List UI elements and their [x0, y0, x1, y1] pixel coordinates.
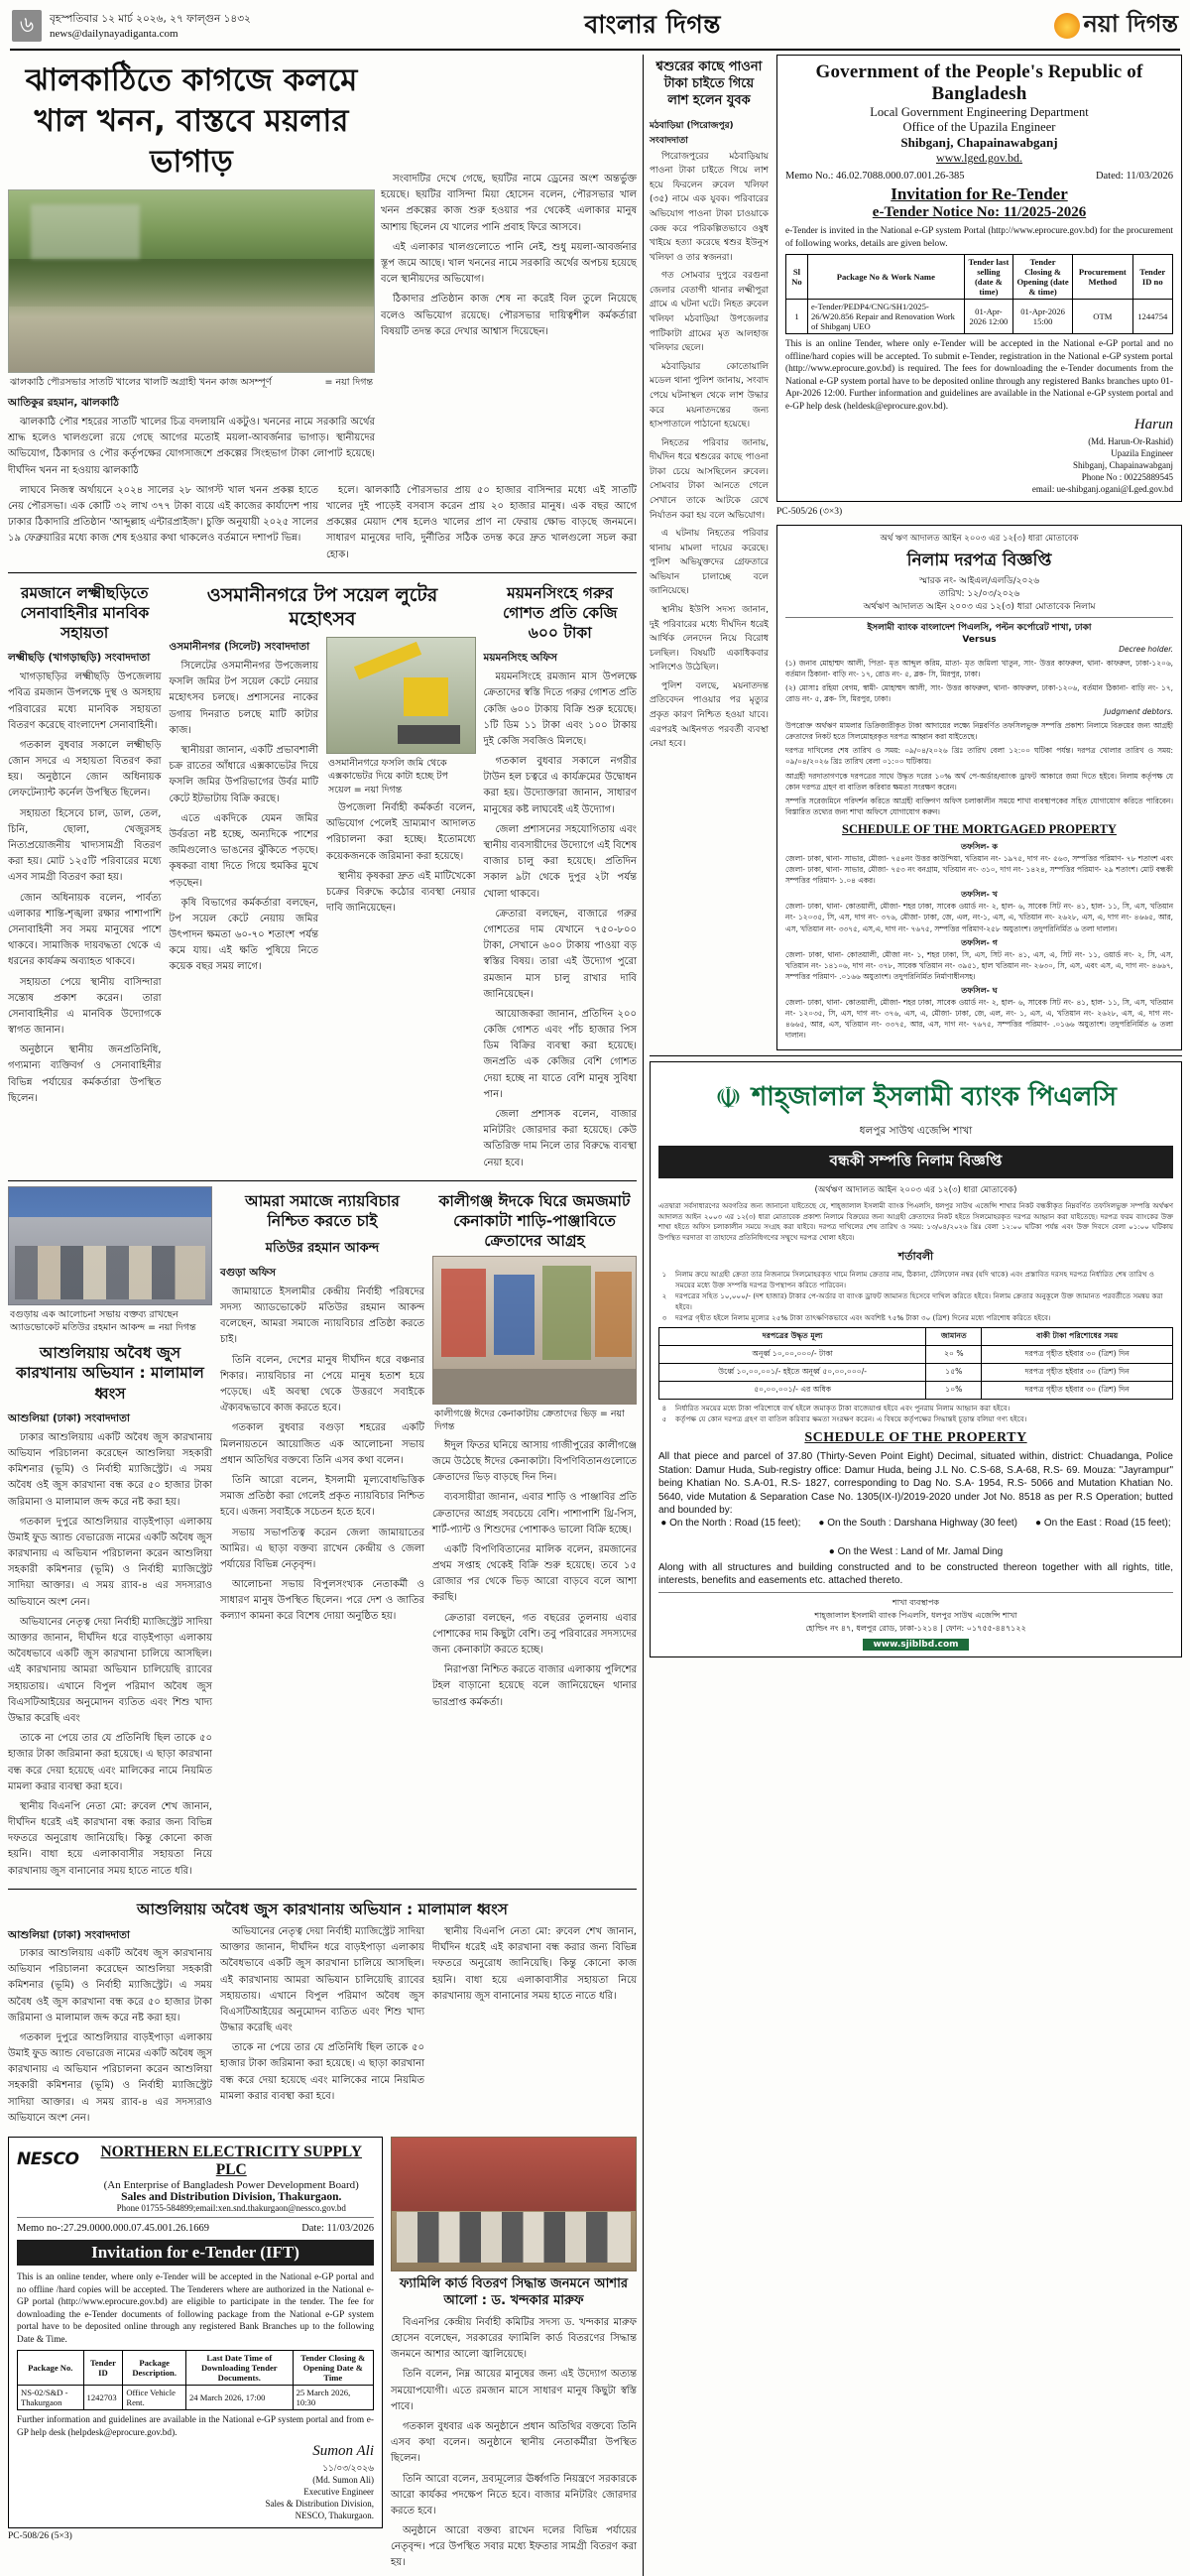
photo-credit: = নয়া দিগন্ত: [324, 376, 373, 388]
bound-north: ● On the North : Road (15 feet);: [660, 1517, 801, 1529]
bank-logo-icon: ☫: [714, 1080, 742, 1116]
condition-number: ৫: [661, 1414, 667, 1424]
gov-office: Office of the Upazila Engineer: [902, 120, 1056, 134]
th-quoted-price: দরপত্রের উদ্ধৃত মূল্য: [658, 1328, 925, 1346]
nesco-footer: Further information and guidelines are available in the National e-GP system portal and from e-GP help desk (helpdesk@eprocure.gov.bd).: [17, 2415, 374, 2438]
story-body: ঈদুল ফিতর ঘনিয়ে আসায় গাজীপুরের কালীগঞ্জে জমে উঠেছে ঈদের কেনাকাটা। বিপণিবিতানগুলোতে ক্রেতাদের ভিড় বাড়ছে দিন দিন। ব্যবসায়ীরা জানান, এবার শাড়ি ও পাঞ্জাবির প্রতি ক্রেতাদের আগ্রহ সবচেয়ে বেশি। পাশাপাশি থ্রি-পিস, শার্ট-প্যান্ট ও শিশুদের পোশাকও ভালো বিক্রি হচ্ছে। একটি বিপণিবিতানের মালিক বলেন, রমজানের প্রথম সপ্তাহ থেকেই বিক্রি শুরু হয়েছে। তবে ১৫ রোজার পর থেকে ভিড় আরো বাড়বে বলে আশা করছি। ক্রেতারা বলছেন, গত বছরের তুলনায় এবার পোশাকের দাম কিছুটা বেশি। তবু পরিবারের সদস্যদের জন্য কেনাকাটা করতে হচ্ছে। নিরাপত্তা নিশ্চিত করতে বাজার এলাকায় পুলিশের টহল বাড়ানো হয়েছে বলে জানিয়েছেন থানার ভারপ্রাপ্ত কর্মকর্তা।: [432, 1439, 637, 1708]
bank-schedule-body: All that piece and parcel of 37.80 (Thirty-Seven Point Eight) Decimal, situated within, district: Chuadanga, Police Station: Damur Huda, Sub-registry office: Damur Huda, being J.L No. C.S-68, S.A-68, R.S- 69. Mouza: "Jayrampur" being Khatian No. S.A-01, R.S- 1827, corresponding to Dag No. S.A- 1954, R.S- 5066 and Mutation Khatian No. 5640, vide Mutation & Separation Case No. 1305(IX-I)/2019-2020 under Jot No. 8518 as per R.S Operation; butted and bounded by:: [657, 1451, 1173, 1517]
right-column-group: [650, 55, 1182, 1657]
table-row: [658, 1364, 1172, 1382]
nesco-photo-row: [8, 2137, 637, 2576]
td-tender-id: 1244754: [1132, 300, 1172, 334]
td-last-date: 24 March 2026, 17:00: [186, 2386, 294, 2410]
bound-south: ● On the South : Darshana Highway (30 feet): [818, 1517, 1017, 1529]
signature-scribble: Sumon Ali: [312, 2443, 374, 2460]
td-package-desc: Office Vehicle Rent.: [123, 2386, 186, 2410]
gov-invitation-title: Invitation for Re-Tender: [891, 184, 1068, 203]
story-body: খাগড়াছড়ির লক্ষ্মীছড়ি উপজেলায় পবিত্র রমজান উপলক্ষে দুস্থ ও অসহায় পরিবারের মধ্যে মানবিক সহায়তা বিতরণ করেছে বাংলাদেশ সেনাবাহিনী। গতকাল বুধবার সকালে লক্ষ্মীছড়ি জোন সদরে এ সহায়তা বিতরণ করা হয়। অনুষ্ঠানে জোন অধিনায়ক লেফটেন্যান্ট কর্নেল উপস্থিত ছিলেন। সহায়তা হিসেবে চাল, ডাল, তেল, চিনি, ছোলা, খেজুরসহ নিত্যপ্রয়োজনীয় খাদ্যসামগ্রী বিতরণ করা হয়। মোট ১২৫টি পরিবারের মধ্যে এসব সামগ্রী বিতরণ করা হয়। জোন অধিনায়ক বলেন, পার্বত্য এলাকার শান্তি-শৃঙ্খলা রক্ষার পাশাপাশি সেনাবাহিনী সব সময় মানুষের পাশে থাকবে। সামাজিক দায়বদ্ধতা থেকে এ ধরনের কার্যক্রম অব্যাহত থাকবে। সহায়তা পেয়ে স্থানীয় বাসিন্দারা সন্তোষ প্রকাশ করেন। তারা সেনাবাহিনীর এ মানবিক উদ্যোগকে স্বাগত জানান। অনুষ্ঠানে স্থানীয় জনপ্রতিনিধি, গণ্যমান্য ব্যক্তিবর্গ ও সেনাবাহিনীর বিভিন্ন পর্যায়ের কর্মকর্তারা উপস্থিত ছিলেন।: [8, 672, 162, 1104]
condition-text: নির্ধারিত সময়ের মধ্যে টাকা পরিশোধে ব্যর্থ হইলে জমাকৃত টাকা বাজেয়াপ্ত হইবে এবং পুনরায় নিলাম আহ্বান করা হইবে।: [674, 1404, 1011, 1413]
masthead-right: [1054, 6, 1178, 46]
publication-date: বৃহস্পতিবার ১২ মার্চ ২০২৬, ২৭ ফাল্গুন ১৪৩২: [50, 13, 251, 26]
auction-body: (১) জনাব মোহাম্মদ আলী, পিতা- মৃত আব্দুল করিম, মাতা- মৃত জমিলা খাতুন, সাং- উত্তর কাফরুল, থানা- কাফরুল, ঢাকা-১২০৬, বর্তমান ঠিকানা- বাড়ি নং- ১৭, রোড নং- ৫, ব্লক- সি, মিরপুর, ঢাকা। (২) মোসাঃ রহিমা বেগম, স্বামী- মোহাম্মদ আলী, সাং- উত্তর কাফরুল, থানা- কাফরুল, ঢাকা-১২০৬, বর্তমান ঠিকানা- বাড়ি নং- ১৭, রোড নং- ৫, ব্লক- সি, মিরপুর, ঢাকা।: [784, 658, 1173, 704]
th-last-date: Last Date Time of Downloading Tender Documents.: [186, 2351, 294, 2386]
lead-main: [8, 55, 375, 483]
story-body: পিরোজপুরের মঠবাড়িয়ায় পাওনা টাকা চাইতে গিয়ে লাশ হয়ে ফিরলেন রুবেল খলিফা (৩৫) নামে এক যুবক। পরিবারের অভিযোগ পাওনা টাকা চাওয়াকে কেন্দ্র করে পরিকল্পিতভাবে ওষুধ খাইয়ে হত্যা করেছে শ্বশুর ইউনুস খলিফা ও তার স্বজনরা। গত সোমবার দুপুরে বরগুনা জেলার বেতাগী থানার লক্ষ্মীপুরা গ্রামে এ ঘটনা ঘটে। নিহত রুবেল খলিফা মঠবাড়িয়া উপজেলার পাটিকাটা গ্রামের মৃত আলহাজ খলিফার ছেলে। মঠবাড়িয়ার কোতোয়ালি মডেল থানা পুলিশ জানায়, সংবাদ পেয়ে ঘটনাস্থল থেকে লাশ উদ্ধার করে ময়নাতদন্তের জন্য হাসপাতালে পাঠানো হয়েছে। নিহতের পরিবার জানায়, দীর্ঘদিন ধরে শ্বশুরের কাছে পাওনা টাকা চেয়ে আসছিলেন রুবেল। সোমবার টাকা আনতে গেলে সেখানে তাকে আটকে রেখে নির্যাতন করা হয় বলে অভিযোগ। এ ঘটনায় নিহতের পরিবার থানায় মামলা দায়ের করেছে। পুলিশ অভিযুক্তদের গ্রেফতারে অভিযান চালাচ্ছে বলে জানিয়েছে। স্থানীয় ইউপি সদস্য জানান, দুই পরিবারের মধ্যে দীর্ঘদিন ধরেই আর্থিক লেনদেন নিয়ে বিরোধ চলছিল। বিষয়টি একাধিকবার সালিশেও উঠেছিল। পুলিশ বলছে, ময়নাতদন্ত প্রতিবেদন পাওয়ার পর মৃত্যুর প্রকৃত কারণ নিশ্চিত হওয়া যাবে। এরপরই আইনগত পরবর্তী ব্যবস্থা নেয়া হবে।: [649, 151, 769, 750]
bank-branch: ধলপুর সাউথ এজেন্সি শাখা: [859, 1125, 973, 1138]
gov-title-block: [785, 61, 1173, 166]
story-akond-photo-col: [8, 1186, 212, 1884]
bank-bounds: [658, 1518, 1173, 1557]
gov-department: Local Government Engineering Department: [870, 105, 1089, 119]
lower-story-row: [8, 1186, 637, 1884]
story-osmaninagar-cols: [170, 637, 476, 980]
th-deposit: জামানত: [926, 1328, 982, 1346]
right-ads-col: [776, 55, 1182, 1050]
masthead-dateblock: [50, 12, 251, 39]
masthead-left: [12, 10, 251, 42]
bank-website[interactable]: www.sjiblbd.com: [863, 1639, 968, 1651]
lead-story: [8, 55, 637, 483]
th-payment-time: বাকী টাকা পরিশোধের সময়: [982, 1328, 1173, 1346]
condition-number: ১: [661, 1270, 667, 1280]
story-headline: ফ্যামিলি কার্ড বিতরণ সিদ্ধান্ত জনমনে আশার আলো : ড. খন্দকার মারুফ: [399, 2276, 629, 2308]
td-proc-method: OTM: [1073, 300, 1132, 334]
story-photo-caption: কালীগঞ্জে ঈদের কেনাকাটায় ক্রেতাদের ভিড় = নয়া দিগন্ত: [434, 1409, 625, 1433]
nesco-sub2: Sales and Distribution Division, Thakurgaon.: [121, 2191, 342, 2204]
lead-side: [381, 55, 637, 483]
signature-email: email: ue-shibganj.ogani@Lged.gov.bd: [1031, 484, 1173, 495]
td-tender-id: 1242703: [83, 2386, 123, 2410]
story-subhead: মতিউর রহমান আকন্দ: [265, 1241, 380, 1257]
lead-body-left: ঝালকাঠি পৌর শহরের সাতটি খালের চিত্র বদলায়নি একটুও। খননের নামে সরকারি অর্থের শ্রাদ্ধ হলেও খালগুলো রয়ে গেছে আগের মতোই ময়লা-আবর্জনার ভাগাড়। স্থানীয়দের অভিযোগ, ঠিকাদার ও পৌর কর্তৃপক্ষের যোগসাজশে প্রকল্পের সিংহভাগ টাকা লোপাট হয়েছে। দীর্ঘদিন খনন না হওয়ায় ঝালকাঠি: [8, 417, 375, 476]
signature-location: Shibganj, Chapainawabganj: [1073, 459, 1173, 470]
nesco-date: Date: 11/03/2026: [301, 2223, 374, 2235]
nesco-ift-banner: Invitation for e-Tender (IFT): [17, 2240, 374, 2266]
story-headline: রমজানে লক্ষ্মীছড়িতে সেনাবাহিনীর মানবিক সহায়তা: [20, 583, 150, 642]
td-deposit: ২০ %: [926, 1346, 982, 1364]
signature-title: Upazila Engineer: [1111, 447, 1173, 458]
bound-west: ● On the West : Land of Mr. Jamal Ding: [828, 1545, 1004, 1557]
schedule-text: জেলা- ঢাকা, থানা- কোতয়ালী, মৌজা- শহর ঢাকা, সাবেক ওয়ার্ড নং- ২, হাল- ৬, সাবেক সিট নং- ৪১, হাল- ১১, সি, এস, খতিয়ান নং- ১২০৩৫, সি, এস, দাগ নং- ৩৭৬, মৌজা- ঢাকা, জে, এল, নং-১, এস, এ, খতিয়ান নং- ২৬২৮, এস, এ, দাগ নং- ৪৬৬৫, আর, এস, খতিয়ান নং- ৩৩৭৫, এস,এ, দাগ নং- ৭৬৭৫, সম্পত্তির পরিমাণ-২৫৮ অযুতাংশ। তদুপরিনির্মিত ৬ তলা দালান।: [784, 902, 1173, 933]
signature-name: (Md. Sumon Ali): [312, 2474, 374, 2485]
story-byline: আশুলিয়া (ঢাকা) সংবাদদাতা: [8, 1411, 130, 1424]
ashulia-col-2: অভিযানের নেতৃত্ব দেয়া নির্বাহী ম্যাজিস্ট্রেট সাদিয়া আক্তার জানান, দীর্ঘদিন ধরে বাড়ইপাড়া এলাকায় অবৈধভাবে একটি জুস কারখানা চালিয়ে আসছিল। এই কারখানায় আমরা অভিযান চালিয়েছি র‍্যাবের সহায়তায়। এখানে বিপুল পরিমাণ অবৈধ জুস বিএসটিআইয়ের অনুমোদন ব্যতিত এবং শিশু খাদ্য উদ্ধার করেছি এবং তাকে না পেয়ে তার যে প্রতিনিধি ছিল তাকে ৫০ হাজার টাকা জরিমানা করা হয়েছে। এ ছাড়া কারখানা বন্ধ করে দেয়া হয়েছে এবং মালিকের নামে নিয়মিত মামলা করার ব্যবস্থা করা হবে।: [220, 1925, 424, 2102]
signature-name: (Md. Harun-Or-Rashid): [1088, 435, 1173, 446]
gov-country-title: Government of the People's Republic of Bangladesh: [815, 61, 1143, 104]
nesco-tender-table: [17, 2350, 374, 2410]
auction-versus: Versus: [962, 634, 997, 645]
story-byline: ওসমানীনগর (সিলেট) সংবাদদাতা: [169, 641, 310, 654]
masthead: [8, 6, 1182, 46]
story-headline: ওসমানীনগরে টপ সয়েল লুটের মহোৎসব: [206, 583, 438, 631]
table-row: [18, 2386, 374, 2410]
osm-col-2: [326, 637, 476, 980]
event-photo-col: [391, 2137, 637, 2576]
bank-auction-ad: [650, 1061, 1182, 1656]
table-header-row: [18, 2351, 374, 2386]
story-headline: শ্বশুরের কাছে পাওনা টাকা চাইতে গিয়ে লাশ হলেন যুবক: [655, 60, 763, 108]
story-osmaninagar: [170, 578, 476, 1175]
ashulia-col-1: আশুলিয়া (ঢাকা) সংবাদদাতা ঢাকার আশুলিয়ায় একটি অবৈধ জুস কারখানায় অভিযান পরিচালনা করেছেন আশুলিয়া সহকারী কমিশনার (ভূমি) ও নির্বাহী ম্যাজিস্ট্রেট। এ সময় অবৈধ ওই জুস কারখানা বন্ধ করে ৫০ হাজার টাকা জরিমানা ও মালামাল জব্দ করে নষ্ট করা হয়। গতকাল দুপুরে আশুলিয়ার বাড়ইপাড়া এলাকায় উমাই ফুড অ্যান্ড বেভারেজ নামের একটি অবৈধ জুস কারখানায় এ অভিযান পরিচালনা করেন আশুলিয়া সহকারী কমিশনার (ভূমি) ও নির্বাহী ম্যাজিস্ট্রেট সাদিয়া আক্তার। এ সময় র‍্যাব-৪ এর সদস্যরাও অভিযানে অংশ নেন।: [8, 1924, 212, 2131]
story-headline: কালীগঞ্জ ঈদকে ঘিরে জমজমাট কেনাকাটা শাড়ি-পাঞ্জাবিতে ক্রেতাদের আগ্রহ: [438, 1191, 631, 1251]
bank-condition-item: [658, 1404, 1173, 1414]
bank-contact-addr: হোল্ডিং নং ৪৭, ধলপুর রোড, ঢাকা-১২১৪ | ফোন: ০১৭৫৫-৪৪৭১২২: [805, 1623, 1026, 1633]
lead-cont-col2: লাঘবে নিজস্ব অর্থায়নে ২০২৪ সালের ২৮ আগস্ট খাল খনন প্রকল্প হাতে নেয় পৌরসভা। এক কোটি ৩২ লাখ ৩৭৭ টাকা ব্যয়ে এই কাজের কার্যাদেশ পায় ঢাকার ঠিকাদারি প্রতিষ্ঠান 'আব্দুল্লাহ এন্টারপ্রাইজ'। চুক্তি অনুযায়ী ২০২৫ সালের ১৯ ফেব্রুয়ারির মধ্যে কাজ শেষ হওয়ার কথা থাকলেও বর্তমানে দশাপট ভিন্ন।: [8, 484, 318, 545]
brand-logo: নয়া দিগন্ত: [1083, 10, 1178, 38]
issue-number-badge: ৬: [12, 10, 42, 42]
story-headline: আমরা সমাজে ন্যায়বিচার নিশ্চিত করতে চাই: [245, 1191, 400, 1230]
td-deposit: ১৫%: [926, 1364, 982, 1382]
story-kaliganj: [432, 1186, 637, 1884]
lead-photo-caption: [8, 373, 375, 393]
gov-intro: e-Tender is invited in the National e-GP system Portal (http://www.eprocure.gov.bd) for the procurement of following works, details are given below.: [784, 226, 1173, 249]
nesco-ad: [8, 2137, 383, 2528]
td-closing-opening: 01-Apr-2026 15:00: [1013, 300, 1073, 334]
story-body-cont: উপজেলা নির্বাহী কর্মকর্তা বলেন, অভিযোগ পেলেই ভ্রাম্যমাণ আদালত পরিচালনা করা হচ্ছে। ইতোমধ্যে কয়েকজনকে জরিমানা করা হয়েছে। স্থানীয় কৃষকরা দ্রুত এই মাটিখেকো চক্রের বিরুদ্ধে কঠোর ব্যবস্থা নেয়ার দাবি জানিয়েছেন।: [326, 801, 476, 915]
bank-contact-label: শাখা ব্যবস্থাপক: [892, 1597, 940, 1607]
meeting-photo: [8, 1186, 212, 1305]
condition-text: দরপত্র গৃহীত হইলে নিলাম মূল্যের ২৫% টাকা তাৎক্ষণিকভাবে এবং অবশিষ্ট ৭৫% টাকা ৩০ (ত্রিশ) দিনের মধ্যে পরিশোধ করিতে হইবে।: [674, 1312, 1051, 1322]
td-time: দরপত্র গৃহীত হইবার ৩০ (ত্রিশ) দিন: [982, 1364, 1173, 1382]
th-sl-no: Sl No: [785, 255, 807, 300]
nesco-ad-wrap: [8, 2137, 383, 2541]
schedule-label: তফসিল- ক: [960, 842, 999, 852]
lead-continuation: [8, 483, 637, 567]
condition-number: ৩: [661, 1312, 667, 1322]
nesco-header: [17, 2144, 374, 2213]
bank-condition-item: [658, 1414, 1173, 1425]
th-package-work: Package No & Work Name: [807, 255, 964, 300]
ashulia-col-3: স্থানীয় বিএনপি নেতা মো: রুবেল শেখ জানান, দীর্ঘদিন ধরেই এই কারখানা বন্ধ করার জন্য বিভিন্ন দফতরে অনুরোধ জানিয়েছি। কিন্তু কোনো কাজ হয়নি। বাধা হয়ে এলাকাবাসীর সহায়তা নিয়ে কারখানায় জুস বানানোর সময় হাতে নাতে ধরি।: [432, 1925, 637, 2002]
divider-right-1: [650, 1055, 1182, 1056]
gov-website[interactable]: www.lged.gov.bd.: [935, 151, 1023, 165]
right-top-row: [650, 55, 1182, 1050]
schedule-text: জেলা- ঢাকা, থানা- কোতয়ালী, মৌজা নং- ১, শহর ঢাকা, সি, এস, সিট নং- ৪১, এস, এ, সিট নং- ১১, ওয়ার্ড নং- ২, সি, এস, খতিয়ান নং- ১৪১০৬, দাগ নং- ৩৭৮, সাবেক খতিয়ান নং- ৩৯৫১, হাল খতিয়ান নং- ২৬৩০, সি, এস, এবং এস, এ, দাগ নং- ৪৬৬৭, সম্পত্তির পরিমাণ- .০১৬৬ অযুতাংশ। তদুপরিনির্মিত নির্মাণাধীনসহ।: [784, 949, 1173, 981]
story-byline: আশুলিয়া (ঢাকা) সংবাদদাতা: [8, 1928, 130, 1941]
bank-law-line: (অর্থঋণ আদালত আইন ২০০৩ এর ১২(৩) ধারা মোতাবেক): [814, 1185, 1017, 1196]
auction-sub1: স্মারক নং- আইএল/এলডি/২০২৬: [918, 576, 1040, 587]
condition-number: ৪: [661, 1404, 667, 1413]
auction-body-2: উপরোক্ত অর্থঋণ মামলার ডিক্রিজারীকৃত টাকা আদায়ের লক্ষ্যে নিম্নবর্ণিত তফসিলভুক্ত সম্পত্তি প্রকাশ্য নিলামে বিক্রয়ের জন্য আগ্রহী ক্রেতাদের নিকট হতে সিলমোহরকৃত দরপত্র আহ্বান করা যাইতেছে। দরপত্র দাখিলের শেষ তারিখ ও সময়: ০৯/০৪/২০২৬ খ্রিঃ তারিখ বেলা ১২:০০ ঘটিকা পর্যন্ত। দরপত্র খোলার তারিখ ও সময়: ০৯/০৪/২০২৬ খ্রিঃ তারিখ বেলা ০১:০০ ঘটিকায়। আগ্রহী দরদাতাগণকে দরপত্রের সাথে উদ্ধৃত দরের ১০% অর্থ পে-অর্ডার/ব্যাংক ড্রাফট আকারে জমা দিতে হইবে। নিলাম কর্তৃপক্ষ যে কোন দরপত্র গ্রহণ বা বাতিল করিবার ক্ষমতা সংরক্ষণ করেন। সম্পত্তি সরেজমিনে পরিদর্শন করিতে আগ্রহী ব্যক্তিগণ অফিস চলাকালীন সময়ে শাখা ব্যবস্থাপকের সহিত যোগাযোগ করিতে পারিবেন। বিস্তারিত তথ্যের জন্য শাখা অফিসে যোগাযোগ করুন।: [784, 721, 1173, 816]
th-closing-opening: Tender Closing & Opening (date & time): [1013, 255, 1073, 300]
auction-bank-line: ইসলামী ব্যাংক বাংলাদেশ পিএলসি, পল্টন কর্পোরেট শাখা, ঢাকা: [867, 623, 1092, 634]
signature-title: Executive Engineer: [303, 2486, 374, 2497]
ashulia-row: [8, 1895, 637, 1924]
th-last-selling: Tender last selling (date & time): [964, 255, 1012, 300]
td-price: অনূর্ধ্ব ১০,০০,০০০/- টাকা: [658, 1346, 925, 1364]
signature-division: Sales & Distribution Division,: [265, 2499, 374, 2510]
signature-phone: Phone No : 00225889545: [1081, 472, 1173, 483]
bank-header: [658, 1068, 1173, 1124]
drowned-story: [650, 55, 769, 1050]
nesco-sub3: Phone 01755-584899;email:xen.snd.thakurgaon@nessco.gov.bd: [116, 2203, 346, 2214]
story-byline: মঠবাড়িয়া (পিরোজপুর) সংবাদদাতা: [649, 120, 734, 146]
gov-tender-table: [785, 254, 1173, 334]
caption-text: ঝালকাঠি পৌরসভার সাতটি খালের খালটি অগ্রাহী খনন কাজ অসম্পূর্ণ: [10, 376, 272, 388]
story-headline-jus: আশুলিয়ায় অবৈধ জুস কারখানায় অভিযান : মালামাল ধ্বংস: [16, 1344, 204, 1403]
td-last-selling: 01-Apr-2026 12:00: [964, 300, 1012, 334]
auction-title: নিলাম দরপত্র বিজ্ঞপ্তি: [906, 551, 1052, 571]
th-tender-id: Tender ID: [83, 2351, 123, 2386]
table-header-row: [658, 1328, 1172, 1346]
table-row: [785, 300, 1172, 334]
td-time: দরপত্র গৃহীত হইবার ৩০ (ত্রিশ) দিন: [982, 1346, 1173, 1364]
table-header-row: [785, 255, 1172, 300]
schedule-label: তফসিল- খ: [961, 890, 998, 900]
lead-photo: [8, 189, 375, 373]
story-akond: [220, 1186, 424, 1884]
signature-date: ১১/০৩/২০২৬: [322, 2462, 374, 2473]
nesco-sub1: (An Enterprise of Bangladesh Power Development Board): [103, 2179, 359, 2192]
nesco-title: NORTHERN ELECTRICITY SUPPLY PLC: [100, 2144, 363, 2179]
condition-number: ২: [661, 1291, 667, 1301]
divider-1: [8, 572, 637, 573]
auction-schedule-title: SCHEDULE OF THE MORTGAGED PROPERTY: [842, 822, 1117, 837]
lead-headline: ঝালকাঠিতে কাগজে কলমে খাল খনন, বাস্তবে ময়লার ভাগাড়: [25, 62, 358, 180]
nesco-memo-row: [17, 2223, 374, 2234]
bank-conditions-title: শর্তাবলী: [897, 1250, 934, 1264]
sun-icon: [1054, 13, 1080, 39]
gov-memo-no: Memo No.: 46.02.7088.000.07.001.26-385: [784, 171, 965, 182]
bank-banner: বন্ধকী সম্পত্তি নিলাম বিজ্ঞপ্তি: [658, 1146, 1173, 1178]
td-package-no: NS-02/S&D - Thakurgaon: [18, 2386, 84, 2410]
story-body: জামায়াতে ইসলামীর কেন্দ্রীয় নির্বাহী পরিষদের সদস্য অ্যাডভোকেট মতিউর রহমান আকন্দ বলেছেন, আমরা সমাজে ন্যায়বিচার প্রতিষ্ঠা করতে চাই। তিনি বলেন, দেশের মানুষ দীর্ঘদিন ধরে বঞ্চনার শিকার। ন্যায়বিচার না পেয়ে মানুষ হতাশ হয়ে পড়েছে। এই অবস্থা থেকে উত্তরণে সবাইকে ঐক্যবদ্ধভাবে কাজ করতে হবে। গতকাল বুধবার বগুড়া শহরের একটি মিলনায়তনে আয়োজিত এক আলোচনা সভায় প্রধান অতিথির বক্তব্যে তিনি এসব কথা বলেন। তিনি আরো বলেন, ইসলামী মূল্যবোধভিত্তিক সমাজ প্রতিষ্ঠা করা গেলেই প্রকৃত ন্যায়বিচার নিশ্চিত হবে। এজন্য সবাইকে সচেতন হতে হবে। সভায় সভাপতিত্ব করেন জেলা জামায়াতের আমির। এ ছাড়া বক্তব্য রাখেন কেন্দ্রীয় ও জেলা পর্যায়ের বিভিন্ন নেতৃবৃন্দ। আলোচনা সভায় বিপুলসংখ্যক নেতাকর্মী ও সাধারণ মানুষ উপস্থিত ছিলেন। পরে দেশ ও জাতির কল্যাণ কামনা করে বিশেষ দোয়া অনুষ্ঠিত হয়।: [220, 1286, 424, 1623]
market-photo: [432, 1256, 637, 1405]
th-package-desc: Package Description.: [123, 2351, 186, 2386]
th-proc-method: Procurement Method: [1073, 255, 1132, 300]
nesco-memo-no: Memo no-:27.29.0000.000.07.45.001.26.1669: [17, 2223, 209, 2235]
gov-memo-row: [785, 171, 1173, 182]
nesco-pc-no: PC-508/26 (5×3): [8, 2531, 72, 2542]
gov-tender-ad: [776, 55, 1182, 502]
divider-2: [8, 1180, 637, 1181]
excavator-photo: [326, 637, 476, 754]
story-photo-caption: ওসমানীনগরে ফসলি জমি থেকে এক্সকাভেটর দিয়ে কাটা হচ্ছে টপ সয়েল = নয়া দিগন্ত: [328, 758, 448, 796]
story-body: সিলেটের ওসমানীনগর উপজেলায় ফসলি জমির টপ সয়েল কেটে নেয়ার মহোৎসব চলছে। প্রশাসনের নাকের ডগায় দিনরাত চলছে মাটি কাটার কাজ। স্থানীয়রা জানান, একটি প্রভাবশালী চক্র রাতের আঁধারে এক্সকাভেটর দিয়ে ফসলি জমির উপরিভাগের উর্বর মাটি কেটে ইটভাটায় বিক্রি করছে। এতে একদিকে যেমন জমির উর্বরতা নষ্ট হচ্ছে, অন্যদিকে পাশের জমিগুলোও ভাঙনের ঝুঁকিতে পড়ছে। কৃষকরা বাধা দিতে গিয়ে হুমকির মুখে পড়ছেন। কৃষি বিভাগের কর্মকর্তারা বলছেন, টপ সয়েল কেটে নেয়ায় জমির উৎপাদন ক্ষমতা ৬০-৭০ শতাংশ পর্যন্ত কমে যায়। এই ক্ষতি পুষিয়ে নিতে কয়েক বছর সময় লাগে।: [169, 661, 318, 973]
signature-scribble: Harun: [1133, 417, 1173, 433]
story-byline: ময়মনসিংহ অফিস: [483, 652, 557, 665]
masthead-divider: [10, 49, 1180, 51]
auction-schedule: [785, 841, 1173, 1041]
schedule-label: তফসিল- ঘ: [961, 986, 998, 995]
td-sl-no: 1: [785, 300, 807, 334]
nesco-body: This is an online tender, where only e-Tender will be accepted in the National e-GP portal and no offline /hard copies will be accepted. The Tenderers where are authorized in the National e-GP portal (http://www.eprocure.gov.bd) are eligible to participate in the tender. The fee for downloading the e-Tender documents of following package from the National e-GP system portal have to be deposited online through any registered Bank Branches up to the following Date & Time.: [17, 2272, 374, 2345]
page-body: [8, 55, 1182, 2576]
condition-text: নিলাম ক্রয়ে আগ্রহী ক্রেতা তার নিজনামে সিলমোহরকৃত খামে নিলাম ক্রেতার নাম, ঠিকানা, টেলিফোন নম্বর (যদি থাকে) এবং প্রস্তাবিত দরসহ দরপত্র নির্ধারিত শেষ তারিখ ও সময়ের মধ্যে উক্ত সম্পত্তি দরপত্র উপস্থাপন করিতে পারিবেন।: [674, 1270, 1155, 1290]
auction-sub3: অর্থঋণ আদালত আইন ২০০৩ এর ১২(৩) ধারা মোতাবেক নিলাম: [863, 601, 1096, 612]
bank-condition-item: [658, 1313, 1173, 1324]
nesco-logo: NESCO: [17, 2149, 79, 2170]
schedule-text: জেলা- ঢাকা, থানা- সাভার, মৌজা- ৭৫৪নং উত্তর কাউন্দিয়া, খতিয়ান নং- ১৯৭৫, দাগ নং- ৫৬৩, সম্পত্তির পরিমাণ- ৭৮ শতাংশ এবং জেলা- ঢাকা, থানা- সাভার, মৌজা- ৭৫৩ নং বনগ্রাম, খতিয়ান নং- ৩১০, দাগ নং- ১৪২৪, সম্পত্তির পরিমাণ- ২৯ শতাংশ। মোট বন্ধকী সম্পত্তির পরিমাণ- ১.০৪ একর।: [784, 854, 1173, 886]
table-row: [658, 1382, 1172, 1400]
story-body: ময়মনসিংহে রমজান মাস উপলক্ষে ক্রেতাদের স্বস্তি দিতে গরুর গোশত প্রতি কেজি ৬০০ টাকায় বিক্রি শুরু হয়েছে। ১টি ডিম ১১ টাকা এবং ১০০ টাকায় দুই কেজি সবজিও মিলছে। গতকাল বুধবার সকালে নগরীর টাউন হল চত্বরে এ কার্যক্রমের উদ্বোধন করা হয়। উদ্যোক্তারা জানান, সাধারণ মানুষের কষ্ট লাঘবেই এই উদ্যোগ। জেলা প্রশাসনের সহযোগিতায় এবং স্থানীয় ব্যবসায়ীদের উদ্যোগে এই বিশেষ বাজার চালু করা হয়েছে। প্রতিদিন সকাল ৯টা থেকে দুপুর ২টা পর্যন্ত খোলা থাকবে। ক্রেতারা বলছেন, বাজারে গরুর গোশতের দাম যেখানে ৭৫০-৮০০ টাকা, সেখানে ৬০০ টাকায় পাওয়া বড় স্বস্তির বিষয়। তারা এই উদ্যোগ পুরো রমজান মাস চালু রাখার দাবি জানিয়েছেন। আয়োজকরা জানান, প্রতিদিন ২০০ কেজি গোশত এবং পাঁচ হাজার পিস ডিম বিক্রির ব্যবস্থা করা হয়েছে। জনপ্রতি এক কেজির বেশি গোশত দেয়া হচ্ছে না যাতে বেশি মানুষ সুবিধা পান। জেলা প্রশাসক বলেন, বাজার মনিটরিং জোরদার করা হয়েছে। কেউ অতিরিক্ত দাম নিলে তার বিরুদ্ধে ব্যবস্থা নেয়া হবে।: [483, 672, 637, 1168]
story-photo-caption: বগুড়ায় এক আলোচনা সভায় বক্তব্য রাখছেন অ্যাডভোকেট মতিউর রহমান আকন্দ = নয়া দিগন্ত: [10, 1308, 196, 1334]
schedule-label: তফসিল- গ: [961, 937, 998, 947]
event-stage-photo: [391, 2137, 637, 2271]
bank-schedule-tail: Along with all structures and building constructed and to be constructed thereon together with all rights, title, interests, benefits and easements etc. attached thereto.: [657, 1561, 1173, 1587]
nesco-divider: [17, 2217, 374, 2218]
td-price: উর্ধ্বে ১০,০০,০০১/- হইতে অনূর্ধ্ব ৫০,০০,০০০/-: [658, 1364, 925, 1382]
th-package-no: Package No.: [18, 2351, 84, 2386]
bank-condition-item: [658, 1270, 1173, 1291]
column-divider: [643, 55, 644, 2576]
auction-decree: Decree holder.: [1119, 644, 1173, 654]
signature-location: NESCO, Thakurgaon.: [295, 2511, 374, 2521]
th-closing: Tender Closing & Opening Date & Time: [293, 2351, 373, 2386]
osm-col-1: [170, 637, 319, 980]
story-headline: আশুলিয়ায় অবৈধ জুস কারখানায় অভিযান : মালামাল ধ্বংস: [137, 1900, 508, 1918]
td-closing: 25 March 2026, 10:30: [293, 2386, 373, 2410]
td-deposit: ১০%: [926, 1382, 982, 1400]
bank-contact: [658, 1597, 1173, 1651]
bank-deposit-table: [658, 1327, 1173, 1400]
condition-text: কর্তৃপক্ষ যে কোন দরপত্র গ্রহণ বা বাতিল করিবার ক্ষমতা সংরক্ষণ করেন। এ বিষয়ে কর্তৃপক্ষের সিদ্ধান্তই চূড়ান্ত বলিয়া গণ্য হইবে।: [674, 1414, 1027, 1424]
condition-text: দরপত্রের সহিত ১০,০০০/- (দশ হাজার) টাকার পে-অর্ডার বা ব্যাংক ড্রাফট জামানত হিসেবে দাখিল করিতে হইবে। নিলাম ক্রেতার অনুকূলে উক্ত জামানত পরবর্তীতে সমন্বয় করা হইবে।: [674, 1291, 1163, 1311]
bank-contact-line: শাহ্‌জালাল ইসলামী ব্যাংক পিএলসি, ধলপুর সাউথ এজেন্সি শাখা: [814, 1610, 1017, 1620]
story-body: বিএনপির কেন্দ্রীয় নির্বাহী কমিটির সদস্য ড. খন্দকার মারুফ হোসেন বলেছেন, সরকারের ফ্যামিলি কার্ড বিতরণের সিদ্ধান্ত জনমনে আশার আলো জ্বালিয়েছে। তিনি বলেন, নিম্ন আয়ের মানুষের জন্য এই উদ্যোগ অত্যন্ত সময়োপযোগী। এতে রমজান মাসে সাধারণ মানুষ কিছুটা স্বস্তি পাবে। গতকাল বুধবার এক অনুষ্ঠানে প্রধান অতিথির বক্তব্যে তিনি এসব কথা বলেন। অনুষ্ঠানে স্থানীয় নেতাকর্মীরা উপস্থিত ছিলেন। তিনি আরো বলেন, দ্রব্যমূল্যের ঊর্ধ্বগতি নিয়ন্ত্রণে সরকারকে আরো কার্যকর পদক্ষেপ নিতে হবে। বাজার মনিটরিং জোরদার করতে হবে। অনুষ্ঠানে আরো বক্তব্য রাখেন দলের বিভিন্ন পর্যায়ের নেতৃবৃন্দ। পরে উপস্থিত সবার মধ্যে ইফতার সামগ্রী বিতরণ করা হয়।: [391, 2316, 637, 2569]
ashulia-body-row: [8, 1924, 637, 2131]
nesco-titles: [89, 2144, 374, 2213]
bound-east: ● On the East : Road (15 feet);: [1035, 1517, 1171, 1529]
story-lokkhichori: [8, 578, 162, 1175]
auction-judgment: Judgment debtors.: [1104, 707, 1173, 717]
bank-schedule-title: SCHEDULE OF THE PROPERTY: [804, 1430, 1027, 1446]
nesco-signature: [17, 2441, 374, 2521]
story-headline: ময়মনসিংহে গরুর গোশত প্রতি কেজি ৬০০ টাকা: [502, 583, 618, 642]
lead-side-text: সংবাদটির দেখে গেছে, ছয়টির নামে ড্রেনের অংশ অন্তর্ভুক্ত হয়েছে। ছয়টির বাসিন্দা মিয়া হোসেন বলেন, পৌরসভার খাল খনন প্রকল্পের কাজ শুরু হওয়ার পর থেকেই এলাকার মানুষ আশায় ছিলেন যে খালের পানি প্রবাহ ফিরে আসবে। এই এলাকার খালগুলোতে পানি নেই, শুধু ময়লা-আবর্জনার স্তূপ জমে আছে। খাল খননের নামে সরকারি অর্থের অপচয় হয়েছে বলে স্থানীয়দের অভিযোগ। ঠিকাদার প্রতিষ্ঠান কাজ শেষ না করেই বিল তুলে নিয়েছে বলেও অভিযোগ রয়েছে। পৌরসভার দায়িত্বশীল কর্মকর্তারা বিষয়টি তদন্ত করে দেখার আশ্বাস দিয়েছেন।: [381, 174, 637, 337]
lead-byline: আতিকুর রহমান, ঝালকাঠি: [8, 397, 119, 410]
td-time: দরপত্র গৃহীত হইবার ৩০ (ত্রিশ) দিন: [982, 1382, 1173, 1400]
section-title: বাংলার দিগন্ত: [584, 9, 721, 39]
bank-condition-item: [658, 1291, 1173, 1313]
bank-name: শাহ্‌জালাল ইসলামী ব্যাংক পিএলসি: [751, 1082, 1117, 1113]
auction-notice-ad: [776, 525, 1182, 1050]
story-byline: লক্ষ্মীছড়ি (খাগড়াছড়ি) সংবাদদাতা: [8, 652, 151, 665]
gov-note: This is an online Tender, where only e-Tender will be accepted in the National e-GP portal and no offline/hard copies will be accepted. To submit e-Tender, registration in the National e-GP system portal (http://www.eprocure.gov.bd) is required. The fees for downloading the e-Tender documents from the National e-GP system portal have to be deposited online through any registered Banks branches upto 01-Apr-2026 12:00. Further information and guidelines are available in the National e-GP system portal and e-GP help desk (heldesk@eprocure.gov.bd).: [784, 339, 1173, 412]
td-price: ৫০,০০,০০১/- এর অধিক: [658, 1382, 925, 1400]
story-byline: বগুড়া অফিস: [220, 1266, 277, 1279]
divider-3: [8, 1889, 637, 1890]
auction-sub2: তারিখ: ১২/০৩/২০২৬: [938, 588, 1020, 599]
story-ashulia: [8, 1895, 637, 1924]
auction-law-line: অর্থ ঋণ আদালত আইন ২০০৩ এর ১২(৩) ধারা মোতাবেক: [880, 534, 1079, 545]
gov-notice-no: e-Tender Notice No: 11/2025-2026: [872, 204, 1087, 220]
story-body: ঢাকার আশুলিয়ায় একটি অবৈধ জুস কারখানায় অভিযান পরিচালনা করেছেন আশুলিয়া সহকারী কমিশনার (ভূমি) ও নির্বাহী ম্যাজিস্ট্রেট। এ সময় অবৈধ ওই জুস কারখানা বন্ধ করে ৫০ হাজার টাকা জরিমানা ও মালামাল জব্দ করে নষ্ট করা হয়। গতকাল দুপুরে আশুলিয়ার বাড়ইপাড়া এলাকায় উমাই ফুড অ্যান্ড বেভারেজ নামের একটি অবৈধ জুস কারখানায় এ অভিযান পরিচালনা করেন আশুলিয়া সহকারী কমিশনার (ভূমি) ও নির্বাহী ম্যাজিস্ট্রেট সাদিয়া আক্তার। এ সময় র‍্যাব-৪ এর সদস্যরাও অভিযানে অংশ নেন। অভিযানের নেতৃত্ব দেয়া নির্বাহী ম্যাজিস্ট্রেট সাদিয়া আক্তার জানান, দীর্ঘদিন ধরে বাড়ইপাড়া এলাকায় অবৈধভাবে একটি জুস কারখানা চালিয়ে আসছিল। এই কারখানায় আমরা অভিযান চালিয়েছি র‍্যাবের সহায়তায়। এখানে বিপুল পরিমাণ অবৈধ জুস বিএসটিআইয়ের অনুমোদন ব্যতিত এবং শিশু খাদ্য উদ্ধার করেছি এবং তাকে না পেয়ে তার যে প্রতিনিধি ছিল তাকে ৫০ হাজার টাকা জরিমানা করা হয়েছে। এ ছাড়া কারখানা বন্ধ করে দেয়া হয়েছে এবং মালিকের নামে নিয়মিত মামলা করার ব্যবস্থা করা হবে। স্থানীয় বিএনপি নেতা মো: রুবেল শেখ জানান, দীর্ঘদিন ধরেই এই কারখানা বন্ধ করার জন্য বিভিন্ন দফতরে অনুরোধ জানিয়েছি। কিন্তু কোনো কাজ হয়নি। বাধা হয়ে এলাকাবাসীর সহায়তা নিয়ে কারখানায় জুস বানানোর সময় হাতে নাতে ধরি।: [8, 1431, 212, 1877]
mid-story-row: [8, 578, 637, 1175]
gov-pc-no: PC-505/26 (৩×3): [775, 507, 843, 518]
td-package-work: e-Tender/PEDP4/CNG/SH1/2025-26/W20.856 Repair and Renovation Work of Shibganj UEO: [807, 300, 964, 334]
left-column-group: [8, 55, 637, 2576]
story-mymensingh: [484, 578, 638, 1175]
table-row: [658, 1346, 1172, 1364]
gov-location: Shibganj, Chapainawabganj: [900, 135, 1058, 150]
bank-body: এতদ্বারা সর্বসাধারণের অবগতির জন্য জানানো যাইতেছে যে, শাহ্‌জালাল ইসলামী ব্যাংক পিএলসি, ধলপুর সাউথ এজেন্সি শাখার নিকট বন্ধকীকৃত নিম্নবর্ণিত তফসিলভুক্ত সম্পত্তি অর্থঋণ আদালত আইন ২০০৩ এর ১২(৩) ধারা মোতাবেক প্রকাশ্য নিলামে বিক্রয়ের জন্য আগ্রহী ক্রেতাদের নিকট হইতে সিলমোহরকৃত দরপত্র আহ্বান করা যাইতেছে। দরপত্র ফরম ব্যাংকের উক্ত শাখা হইতে অফিস চলাকালীন সময়ে সংগ্রহ করা যাইবে। দরপত্র দাখিলের শেষ তারিখ ও সময়: ১৩/০৪/২০২৬ খ্রিঃ বেলা ১২:০০ ঘটিকা পর্যন্ত এবং উক্ত দিবসে বেলা ০১:০০ ঘটিকায় উপস্থিত দরদাতা বা তাহাদের প্রতিনিধিগণের সম্মুখে দরপত্র খোলা হইবে।: [657, 1202, 1173, 1242]
gov-dated: Dated: 11/03/2026: [1095, 171, 1173, 182]
schedule-text: জেলা- ঢাকা, থানা- কোতয়ালী, মৌজা- শহর ঢাকা, সাবেক ওয়ার্ড নং- ২, হাল- ৬, সাবেক সিট নং- ৪১, হাল- ১১, সি, এস, খতিয়ান নং- ১২০৩৫, সি, এস, দাগ নং- ৩৭৬, এস, এ, মৌজা- ঢাকা, জে, এল, নং- ১, এস, এ, খতিয়ান নং- ২৬২৮, এস, এ, দাগ নং- ৪৬৬৫, আর, এস, খতিয়ান নং- ৩৩৭৫, আর, এস, দাগ নং- ৭৬৭৫, সম্পত্তির পরিমাণ- .০১৬৬ অযুতাংশ। তদুপরিনির্মিত ৬ তলা দালান।: [784, 998, 1173, 1041]
gov-signature: [785, 415, 1173, 495]
contact-email[interactable]: news@dailynayadiganta.com: [50, 27, 178, 40]
th-tender-id: Tender ID no: [1132, 255, 1172, 300]
lead-cont-col3: হলে। ঝালকাঠি পৌরসভার প্রায় ৫০ হাজার বাসিন্দার মধ্যে এই সাতটি খালের দুই পাড়েই বসবাস করেন প্রায় ২০ হাজার মানুষ। এক বছর আগে প্রকল্পের মেয়াদ শেষ হলেও খালের প্রাণ না ফেরায় ক্ষোভ বাড়ছে জনমনে। সাধারণ মানুষের দাবি, দুর্নীতির সঠিক তদন্ত করে দ্রুত খালগুলো সচল করা হোক।: [326, 484, 637, 560]
